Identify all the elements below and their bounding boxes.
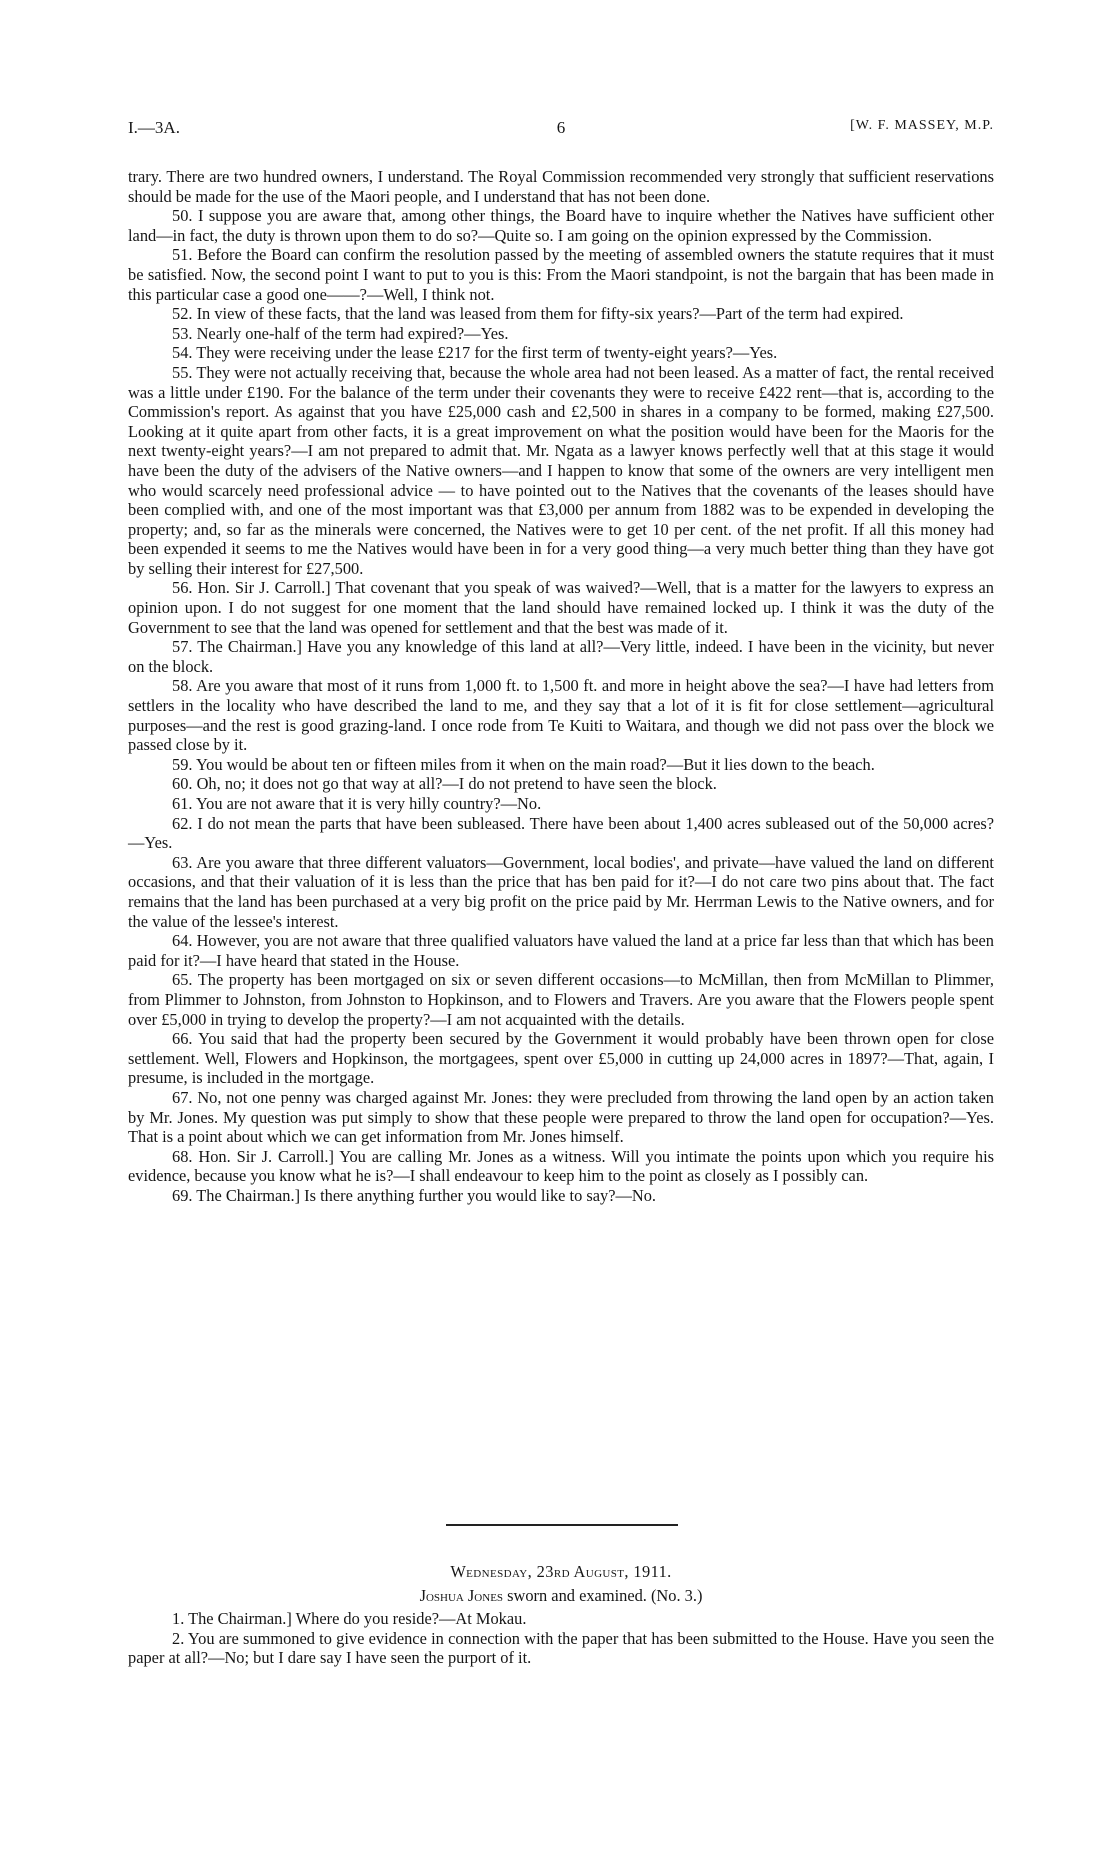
header-witness-name: [W. F. MASSEY, M.P. [850,118,994,133]
witness-line [128,1586,994,1606]
paragraph: 60. Oh, no; it does not go that way at all?—I do not pretend to have seen the block. [172,774,717,794]
paragraph: 1. The Chairman.] Where do you reside?—At Mokau. [172,1609,527,1628]
paragraph: 59. You would be about ten or fifteen miles from it when on the main road?—But it lies down to the beach. [172,754,875,774]
paragraph: 53. Nearly one-half of the term had expired?—Yes. [172,323,509,343]
session-date: Wednesday, 23rd August, 1911. [450,1562,672,1581]
paragraph: 57. The Chairman.] Have you any knowledge of this land at all?—Very little, indeed. I have been in the vicinity, but never on the block. [128,637,994,676]
paragraph: 2. You are summoned to give evidence in connection with the paper that has been submitted to the House. Have you seen the paper at all?—No; but I dare say I have seen the purport of it. [128,1628,994,1668]
paragraph: 58. Are you aware that most of it runs from 1,000 ft. to 1,500 ft. and more in height above the sea?—I have had letters from settlers in the locality who have described the land to me, and they say that a lot of it is fit for close settlement—agricultural purposes—and the rest is good grazing-land. I once rode from Te Kuiti to Waitara, and though we did not pass over the block we passed close by it. [128,676,994,755]
paragraph: 51. Before the Board can confirm the resolution passed by the meeting of assembled owners the statute requires that it must be satisfied. Now, the second point I want to put to you is this: From the Maori standpoint, is not the bargain that has been made in this particular case a good one——?—Well, I think not. [128,245,994,304]
examination-body [128,1609,994,1668]
paragraph: 62. I do not mean the parts that have been subleased. There have been about 1,400 acres subleased out of the 50,000 acres?—Yes. [128,813,994,853]
page-header [128,118,994,146]
paragraph: 50. I suppose you are aware that, among other things, the Board have to inquire whether the Natives have sufficient other land—in fact, the duty is thrown upon them to do so?—Quite so. I am going on the opinion expressed by the Commission. [128,206,994,245]
paragraph: 54. They were receiving under the lease £217 for the first term of twenty-eight years?—Yes. [172,343,778,363]
paragraph: 68. Hon. Sir J. Carroll.] You are calling Mr. Jones as a witness. Will you intimate the points upon which you require his evidence, because you know what he is?—I shall endeavour to keep him to the point as closely as I possibly can. [128,1146,994,1186]
paragraph: 55. They were not actually receiving that, because the whole area had not been leased. As a matter of fact, the rental received was a little under £190. For the balance of the term under their covenants they were to receive £422 rent—that is, according to the Commission's report. As against that you have £25,000 cash and £2,500 in shares in a company to be formed, making £27,500. Looking at it quite apart from other facts, it is a great improvement on what the position would have been for the Maoris for the next twenty-eight years?—I am not prepared to admit that. Mr. Ngata as a lawyer knows perfectly well that at this stage it would have been the duty of the advisers of the Native owners—and I happen to know that some of the owners are very intelligent men who would scarcely need professional advice — to have pointed out to the Natives that the covenants of the leases should have been complied with, and one of the most important was that £3,000 per annum from 1882 was to be expended in developing the property; and, so far as the minerals were concerned, the Natives were to get 10 per cent. of the net profit. If all this money had been expended it seems to me the Natives would have been in for a very good thing—a very much better thing than they have got by selling their interest for £27,500. [128,362,994,578]
witness-sworn-text: sworn and examined. (No. 3.) [503,1586,703,1605]
paragraph: 61. You are not aware that it is very hilly country?—No. [172,794,542,813]
paragraph: 67. No, not one penny was charged against Mr. Jones: they were precluded from throwing the land open by an action taken by Mr. Jones. My question was put simply to show that these people were prepared to throw the land open for occupation?—Yes. That is a point about which we can get information from Mr. Jones himself. [128,1087,994,1147]
paragraph: 69. The Chairman.] Is there anything further you would like to say?—No. [172,1185,657,1205]
paragraph: 56. Hon. Sir J. Carroll.] That covenant that you speak of was waived?—Well, that is a matter for the lawyers to express an opinion upon. I do not suggest for one moment that the land should have remained locked up. I think it was the duty of the Government to see that the land was opened for settlement and that the best was made of it. [128,578,994,637]
paragraph: 66. You said that had the property been secured by the Government it would probably have been thrown open for close settlement. Well, Flowers and Hopkinson, the mortgagees, spent over £5,000 in cutting up 24,000 acres in 1897?—That, again, I presume, is included in the mortgage. [128,1029,994,1088]
paragraph: 65. The property has been mortgaged on six or seven different occasions—to McMillan, then from McMillan to Plimmer, from Plimmer to Johnston, from Johnston to Hopkinson, and to Flowers and Travers. Are you aware that the Flowers people spent over £5,000 in trying to develop the property?—I am not acquainted with the details. [128,970,994,1029]
paragraph: trary. There are two hundred owners, I understand. The Royal Commission recommended very strongly that sufficient reservations should be made for the use of the Maori people, and I understand that has not been done. [128,167,994,206]
paragraph: 52. In view of these facts, that the land was leased from them for fifty-six years?—Part of the term had expired. [172,304,904,324]
paragraph: 64. However, you are not aware that three qualified valuators have valued the land at a price far less than that which has been paid for it?—I have heard that stated in the House. [128,931,994,970]
header-page-number: 6 [556,118,566,137]
witness-name: Joshua Jones [419,1586,504,1605]
header-paper-reference: I.—3A. [128,118,180,137]
evidence-body [128,167,994,1205]
paragraph: 63. Are you aware that three different valuators—Government, local bodies', and private—have valued the land on different occasions, and that their valuation of it is less than the price that has ben paid for it?—I do not care two pins about that. The fact remains that the land has been purchased at a very big profit on the price paid by Mr. Herrman Lewis to the Native owners, and for the value of the lessee's interest. [128,852,994,931]
section-divider [446,1524,678,1526]
